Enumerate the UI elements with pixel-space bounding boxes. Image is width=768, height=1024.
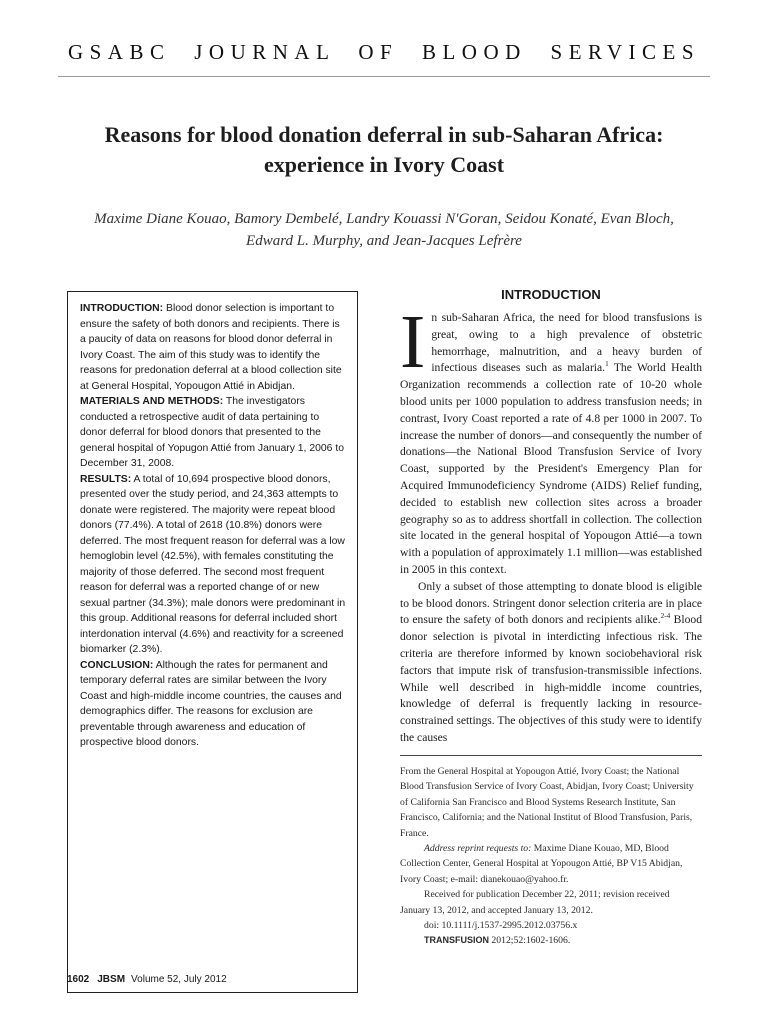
introduction-paragraph-2	[400, 579, 702, 747]
abstract-results-text: A total of 10,694 prospective blood donors, presented over the study period, and 24,363 attempts to donate were registered. The majority were repeat blood donors (77.4%). A total of 2618 (10.8%) donors were deferred. The most frequent reason for deferral was a low hemoglobin level (42.5%), with females constituting the majority of those deferred. The second most frequent reason for deferral was a reported change of or new sexual partner (34.3%); male donors were predominant in this group. Additional reasons for deferral included short interdonation interval (4.6%) and reactivity for a screened biomarker (2.3%).	[80, 473, 346, 655]
citation-2-4: 2-4	[660, 612, 671, 621]
abstract-introduction	[80, 301, 346, 394]
abstract-methods-text: The investigators conducted a retrospective audit of data pertaining to donor deferral for blood donors that presented to the general hospital of Yopugon Attié from January 1, 2006 to December 31, 2008.	[80, 396, 344, 469]
footnote-affiliation: From the General Hospital at Yopougon Attié, Ivory Coast; the National Blood Transfusion Service of Ivory Coast, Abidjan, Ivory Coast; University of California San Francisco and Blood Systems Research Institute, San Francisco, California; and the National Institut of Blood Transfusion, Paris, France.	[400, 766, 694, 839]
citation-rest: 2012;52:1602-1606.	[489, 935, 571, 947]
abstract-box	[67, 291, 358, 993]
header-rule	[58, 76, 710, 77]
abstract-conclusion-label: CONCLUSION:	[80, 659, 154, 671]
reprint-label: Address reprint requests to:	[424, 843, 532, 855]
introduction-heading: INTRODUCTION	[501, 287, 601, 302]
introduction-paragraph-1	[400, 300, 702, 579]
citation-1: 1	[605, 360, 609, 369]
journal-header: GSABC JOURNAL OF BLOOD SERVICES	[67, 40, 701, 64]
citation-journal: TRANSFUSION	[424, 935, 489, 946]
abstract-methods-label: MATERIALS AND METHODS:	[80, 396, 224, 407]
authors-line-1: Maxime Diane Kouao, Bamory Dembelé, Landry Kouassi N'Goran, Seidou Konaté, Evan Bloch,	[94, 211, 674, 227]
page-footer	[67, 974, 467, 985]
author-list	[70, 208, 698, 252]
drop-cap: I	[400, 300, 426, 384]
abstract-conclusion-text: Although the rates for permanent and temporary deferral rates are similar between the Ivory Coast and high-middle income countries, the causes and demographics differ. The reasons for exclusion are preventable through awareness and education of prospective blood donors.	[80, 659, 342, 748]
abstract-introduction-label: INTRODUCTION:	[80, 303, 164, 314]
footnote-received: Received for publication December 22, 2011; revision received January 13, 2012, and accepted January 13, 2012.	[400, 889, 670, 916]
paragraph-2-text-a: Only a subset of those attempting to donate blood is eligible to be blood donors. Stringent donor selection criteria are in place to ensure the safety of both donors and recipients alike.	[400, 579, 702, 627]
introduction-body	[400, 300, 702, 747]
abstract-methods	[80, 394, 346, 472]
title-line-1: Reasons for blood donation deferral in sub-Saharan Africa:	[104, 122, 664, 147]
abstract-introduction-text: Blood donor selection is important to ensure the safety of both donors and recipients. There is a paucity of data on reasons for blood donor deferral in Ivory Coast. The aim of this study was to identify the reasons for predonation deferral at a blood collection site at General Hospital, Yopougon Attié in Abidjan.	[80, 303, 342, 392]
journal-abbrev: JBSM	[97, 974, 126, 985]
paragraph-1-text-b: The World Health Organization recommends a collection rate of 10-20 whole blood units per 1000 population to address transfusion needs; in contrast, Ivory Coast reported a rate of 4.8 per 1000 in 2007. To increase the number of donors—and consequently the number of donations—the National Blood Transfusion Service of Ivory Coast, supported by the President's Emergency Plan for Acquired Immunodeficiency Syndrome (AIDS) Relief funding, decided to establish new collection sites across a broader geography so as to address shortfall in collection. The collection site located in the general hospital of Yopougon Attié—a town with a population of approximately 1.1 million—was established in 2005 in this context.	[400, 361, 702, 576]
abstract-results	[80, 472, 346, 658]
page-number: 1602	[67, 974, 90, 985]
footnote-reprint	[400, 841, 702, 887]
footnote-citation	[400, 933, 702, 948]
reprint-text: Maxime Diane Kouao, MD, Blood Collection Center, General Hospital at Yopougon Attié, BP V15 Abidjan, Ivory Coast; e-mail: dianekouao@yahoo.fr.	[400, 843, 683, 885]
paragraph-1-text-a: n sub-Saharan Africa, the need for blood transfusions is great, owing to a high prevalence of obstetric hemorrhage, malnutrition, and a heavy burden of infectious diseases such as malaria.	[431, 311, 702, 375]
footnote-doi: doi: 10.1111/j.1537-2995.2012.03756.x	[424, 920, 578, 932]
footnote-rule	[400, 755, 702, 756]
abstract-results-label: RESULTS:	[80, 473, 132, 485]
affiliation-footnote	[400, 764, 702, 949]
article-title	[60, 120, 708, 180]
authors-line-2: Edward L. Murphy, and Jean-Jacques Lefrère	[246, 233, 522, 249]
paragraph-2-text-b: Blood donor selection is pivotal in interdicting infectious risk. The criteria are therefore informed by known sociobehavioral risk factors that impute risk of transfusion-transmissible infections. While well described in high-middle income countries, knowledge of deferral is frequently lacking in resource-constrained settings. The objectives of this study were to identify the causes	[400, 613, 702, 744]
abstract-conclusion	[80, 658, 346, 751]
title-line-2: experience in Ivory Coast	[263, 152, 505, 177]
volume-info: Volume 52, July 2012	[131, 974, 227, 985]
